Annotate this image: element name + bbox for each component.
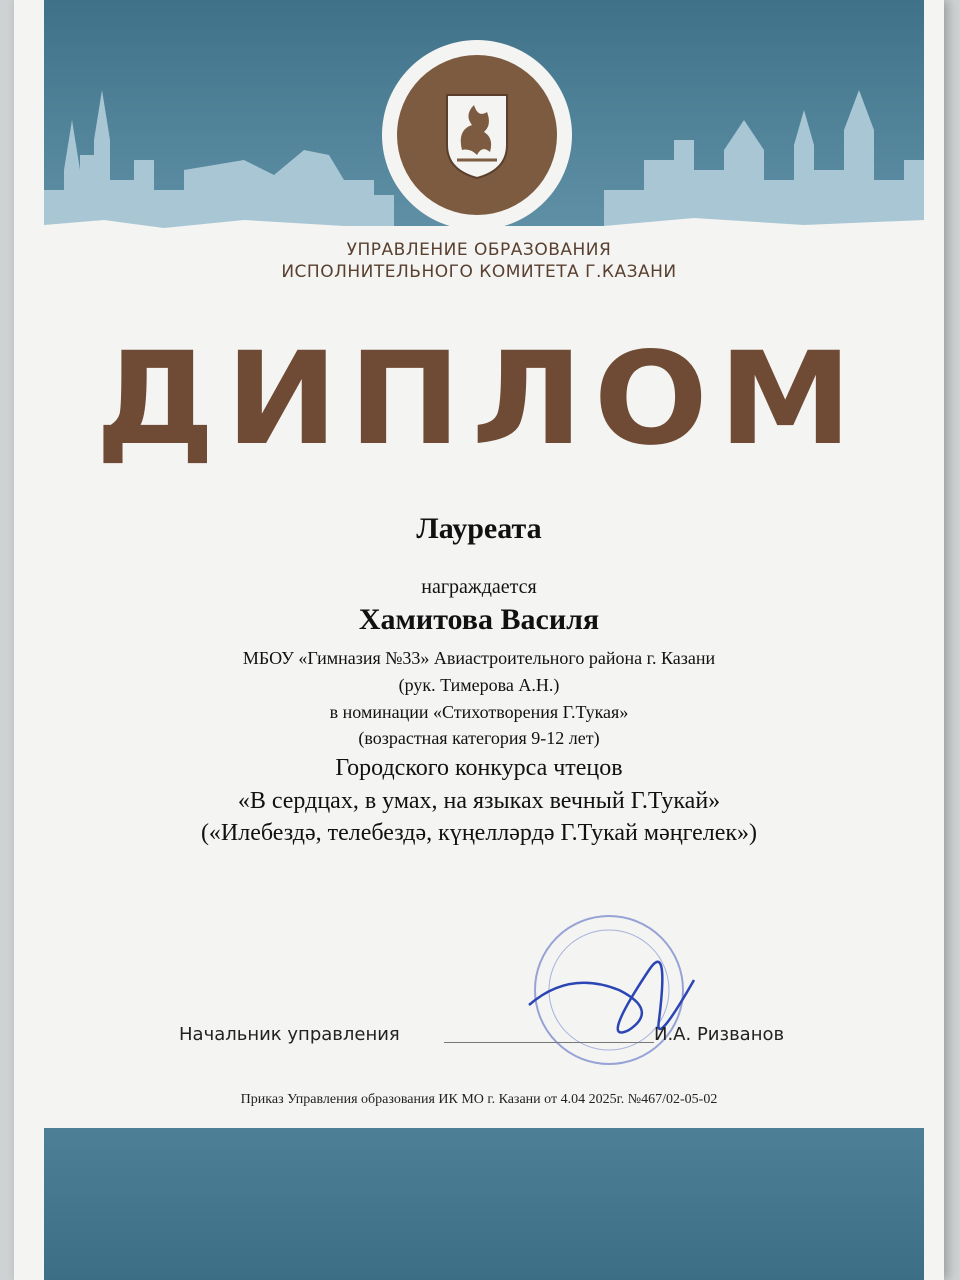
nomination-line: в номинации «Стихотворения Г.Тукая» — [329, 702, 629, 722]
contest-line: Городского конкурса чтецов — [335, 755, 623, 781]
recipient-name: Хамитова Василя — [358, 603, 600, 636]
age-category-line: (возрастная категория 9-12 лет) — [358, 728, 600, 748]
official-stamp — [509, 910, 709, 1070]
contest-name-ru: «В сердцах, в умах, на языках вечный Г.Тукай» — [237, 788, 721, 814]
signatory-name: И.А. Ризванов — [654, 1024, 785, 1045]
signatory-role: Начальник управления — [179, 1024, 400, 1045]
order-reference: Приказ Управления образования ИК МО г. Казани от 4.04 2025г. №467/02-05-02 — [240, 1092, 718, 1107]
footer-band — [44, 1128, 924, 1280]
kazan-emblem — [397, 55, 557, 215]
supervisor-line: (рук. Тимерова А.Н.) — [398, 675, 560, 695]
contest-name-tt: («Илебездә, телебездә, күңелләрдә Г.Тукай мәңгелек») — [200, 820, 758, 846]
school-line: МБОУ «Гимназия №33» Авиастроительного района г. Казани — [242, 648, 716, 668]
diploma-sheet — [14, 0, 944, 1280]
signature-line — [444, 1042, 654, 1043]
org-line-2: ИСПОЛНИТЕЛЬНОГО КОМИТЕТА Г.КАЗАНИ — [281, 262, 677, 282]
diploma-title: ДИПЛОМ — [95, 325, 863, 474]
awarded-label: награждается — [421, 576, 537, 598]
signature-scribble — [529, 962, 694, 1033]
degree-label: Лауреата — [416, 512, 542, 545]
org-line-1: УПРАВЛЕНИЕ ОБРАЗОВАНИЯ — [346, 240, 612, 260]
dragon-shield-icon — [442, 90, 512, 180]
